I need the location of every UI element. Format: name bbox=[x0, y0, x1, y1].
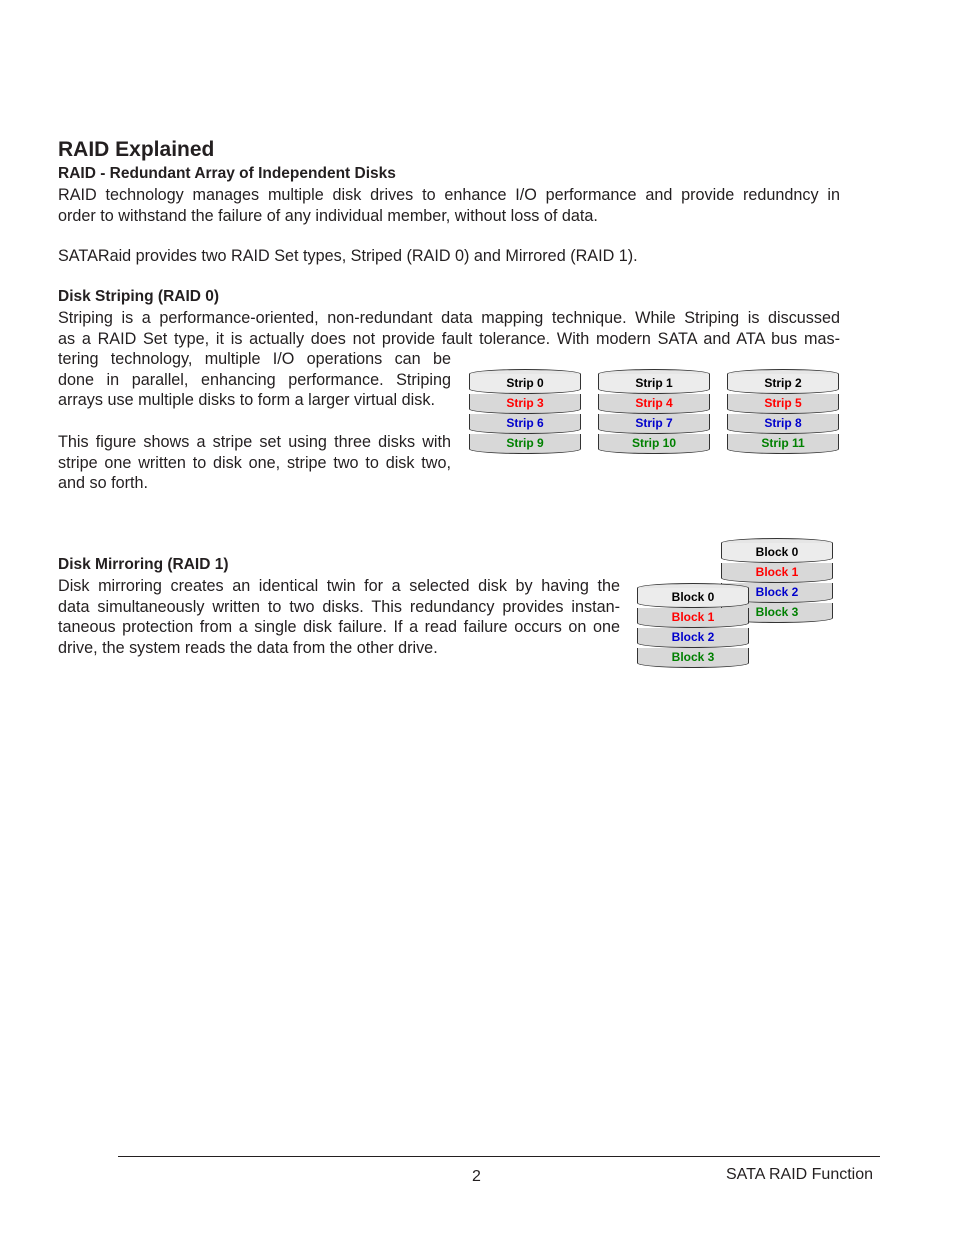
disk-segment: Strip 2 bbox=[727, 374, 839, 394]
stripe-figure-paragraph bbox=[58, 432, 451, 494]
stripe-figure-line: stripe one written to disk one, stripe two to disk two, bbox=[58, 453, 451, 472]
disk-segment: Strip 0 bbox=[469, 374, 581, 394]
disk-segment: Strip 11 bbox=[727, 434, 839, 454]
striping-heading: Disk Striping (RAID 0) bbox=[58, 288, 220, 305]
mirroring-line: taneous protection from a single disk failure. If a read failure occurs on one bbox=[58, 618, 620, 636]
disk-segment: Strip 4 bbox=[598, 394, 710, 414]
striping-paragraph bbox=[58, 308, 840, 349]
stripe-figure-line: and so forth. bbox=[58, 474, 148, 492]
striping-line: as a RAID Set type, it is actually does not provide fault tolerance. With modern SATA and ATA bus mas- bbox=[58, 329, 840, 348]
disk-segment: Block 0 bbox=[721, 543, 833, 563]
disk-segment: Block 2 bbox=[721, 583, 833, 603]
disk-segment: Block 3 bbox=[721, 603, 833, 623]
intro-paragraph bbox=[58, 185, 840, 226]
stripe-figure-line: This figure shows a stripe set using three disks with bbox=[58, 433, 451, 451]
mirroring-paragraph bbox=[58, 576, 620, 658]
striping-side-line: done in parallel, enhancing performance. Striping bbox=[58, 370, 451, 389]
disk-segment: Strip 9 bbox=[469, 434, 581, 454]
mirroring-heading: Disk Mirroring (RAID 1) bbox=[58, 556, 229, 573]
disk-segment: Block 1 bbox=[721, 563, 833, 583]
striping-side-line: arrays use multiple disks to form a larger virtual disk. bbox=[58, 391, 435, 409]
disk-segment: Strip 10 bbox=[598, 434, 710, 454]
intro-line: order to withstand the failure of any individual member, without loss of data. bbox=[58, 206, 598, 225]
disk-segment: Strip 8 bbox=[727, 414, 839, 434]
raid-subtitle: RAID - Redundant Array of Independent Disks bbox=[58, 165, 396, 182]
mirroring-line: drive, the system reads the data from the other drive. bbox=[58, 638, 438, 657]
mirroring-line: data simultaneously written to two disks. This redundancy provides instan- bbox=[58, 597, 620, 616]
page-number: 2 bbox=[472, 1168, 481, 1185]
disk-segment: Strip 5 bbox=[727, 394, 839, 414]
disk-segment: Block 1 bbox=[637, 608, 749, 628]
disk-segment: Block 3 bbox=[637, 648, 749, 668]
striping-side-paragraph bbox=[58, 349, 451, 411]
sataraid-paragraph: SATARaid provides two RAID Set types, Striped (RAID 0) and Mirrored (RAID 1). bbox=[58, 247, 638, 265]
page-title: RAID Explained bbox=[58, 138, 215, 161]
disk-segment: Strip 7 bbox=[598, 414, 710, 434]
mirroring-line: Disk mirroring creates an identical twin for a selected disk by having the bbox=[58, 577, 620, 595]
footer-section-title: SATA RAID Function bbox=[726, 1166, 874, 1183]
intro-line: RAID technology manages multiple disk drives to enhance I/O performance and provide redundncy in bbox=[58, 186, 840, 204]
disk-segment: Strip 3 bbox=[469, 394, 581, 414]
disk-segment: Strip 6 bbox=[469, 414, 581, 434]
footer-divider bbox=[118, 1156, 880, 1157]
disk-segment: Block 2 bbox=[637, 628, 749, 648]
disk-segment: Strip 1 bbox=[598, 374, 710, 394]
striping-line: Striping is a performance-oriented, non-redundant data mapping technique. While Striping is discussed bbox=[58, 309, 840, 327]
disk-segment: Block 0 bbox=[637, 588, 749, 608]
striping-side-line: tering technology, multiple I/O operations can be bbox=[58, 350, 451, 368]
